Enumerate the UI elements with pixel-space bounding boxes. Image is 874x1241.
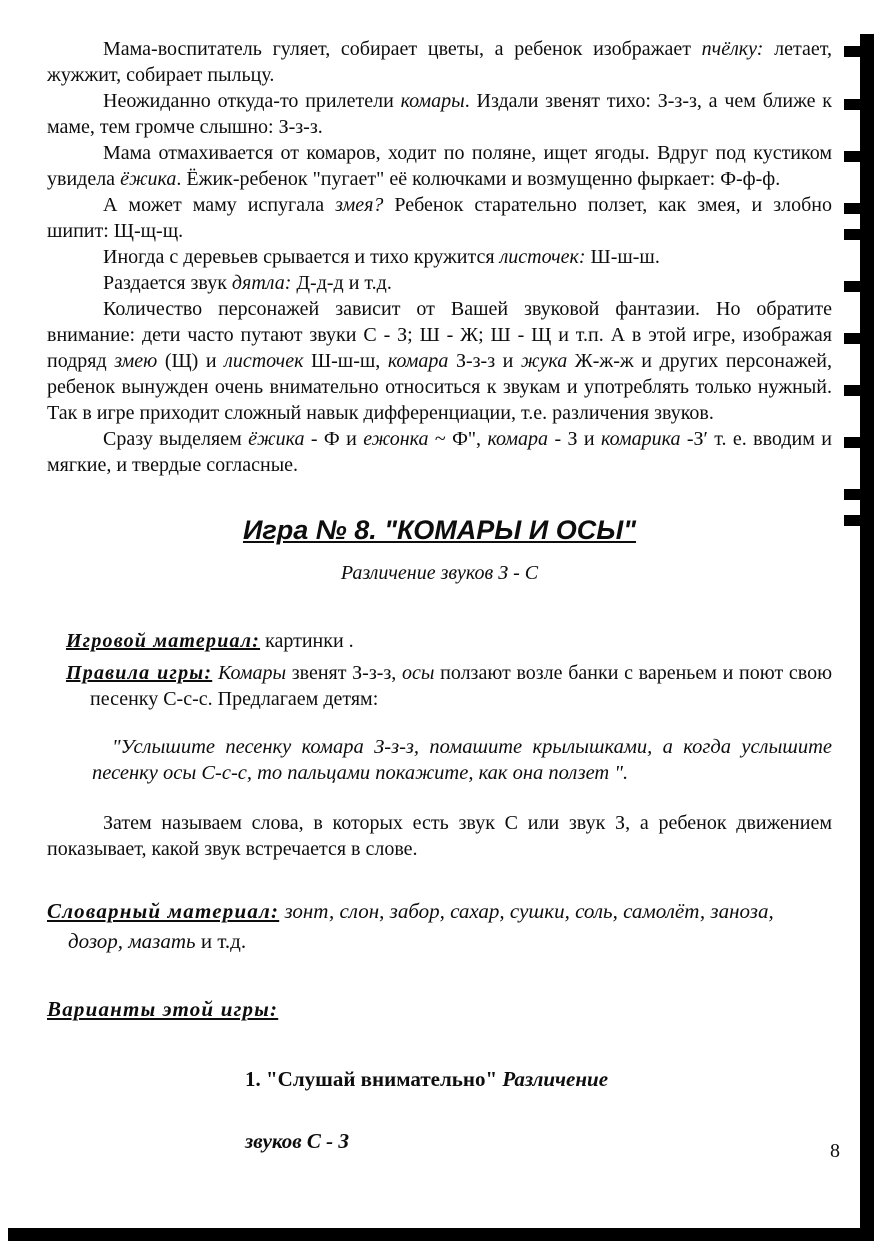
scan-mark [844,515,862,526]
paragraph-differentiation: Количество персонажей зависит от Вашей звуковой фантазии. Но обратите внимание: дети часто путают звуки С - З; Ш - Ж; Ш - Щ и т.п. А в этой игре, изображая подряд змею (Щ) и листочек Ш-ш-ш, комара З-з-з и жука Ж-ж-ж и других персонажей, ребенок вынужден очень внимательно относиться к звукам и употреблять только нужный. Так в игре приходит сложный навык дифференциации, т.е. различения звуков. [47,298,833,424]
scan-mark [844,489,862,500]
game-rules-paragraph: Правила игры: Комары звенят З-з-з, осы ползают возле банки с вареньем и поют свою песенку С-с-с. Предлагаем детям: [66,662,833,710]
paragraph-hedgehog: Мама отмахивается от комаров, ходит по поляне, ищет ягоды. Вдруг под кустиком увидела ёжика. Ёжик-ребенок "пугает" её колючками и возмущенно фыркает: Ф-ф-ф. [47,142,832,190]
game-material-line: Игровой материал: картинки . [66,630,354,652]
paragraph-mama-bee: Мама-воспитатель гуляет, собирает цветы, а ребенок изображает пчёлку: летает, жужжит, собирает пыльцу. [47,38,832,86]
scan-mark [844,203,862,214]
scan-mark [844,151,862,162]
variant-1-title: 1. "Слушай внимательно" Различение [245,1067,609,1091]
scan-edge-right [860,34,874,1241]
paragraph-mosquitoes: Неожиданно откуда-то прилетели комары. Издали звенят тихо: З-з-з, а чем ближе к маме, тем громче слышно: З-з-з. [47,90,833,138]
variants-label: Варианты этой игры: [47,997,279,1021]
scan-mark [844,437,862,448]
variant-1-subtitle: звуков С - З [245,1129,350,1153]
scan-mark [844,99,862,110]
scan-mark [844,385,862,396]
scan-mark [844,229,862,240]
paragraph-woodpecker: Раздается звук дятла: Д-д-д и т.д. [103,272,392,294]
paragraph-after-quote: Затем называем слова, в которых есть звук С или звук З, а ребенок движением показывает, какой звук встречается в слове. [47,812,832,860]
paragraph-soft-hard: Сразу выделяем ёжика - Ф и ежонка ~ Ф", комара - З и комарика -З′ т. е. вводим и мягкие, и твердые согласные. [47,428,832,476]
page-number: 8 [830,1140,840,1162]
instruction-quote: "Услышите песенку комара З-з-з, помашите крылышками, а когда услышите песенку осы С-с-с, то пальцами покажите, как она ползет ". [92,736,832,784]
game-heading: Игра № 8. "КОМАРЫ И ОСЫ" [242,515,637,545]
scan-mark [844,46,862,57]
paragraph-snake: А может маму испугала змея? Ребенок старательно ползет, как змея, и злобно шипит: Щ-щ-щ. [47,194,832,242]
paragraph-leaf: Иногда с деревьев срывается и тихо кружится листочек: Ш-ш-ш. [103,246,660,268]
scan-mark [844,333,862,344]
game-subtitle: Различение звуков З - С [340,562,539,584]
scan-edge-bottom [8,1228,874,1241]
vocabulary-paragraph: Словарный материал: зонт, слон, забор, сахар, сушки, соль, самолёт, заноза, дозор, мазать и т.д. [47,899,774,953]
text-area [47,36,832,1154]
scan-mark [844,281,862,292]
